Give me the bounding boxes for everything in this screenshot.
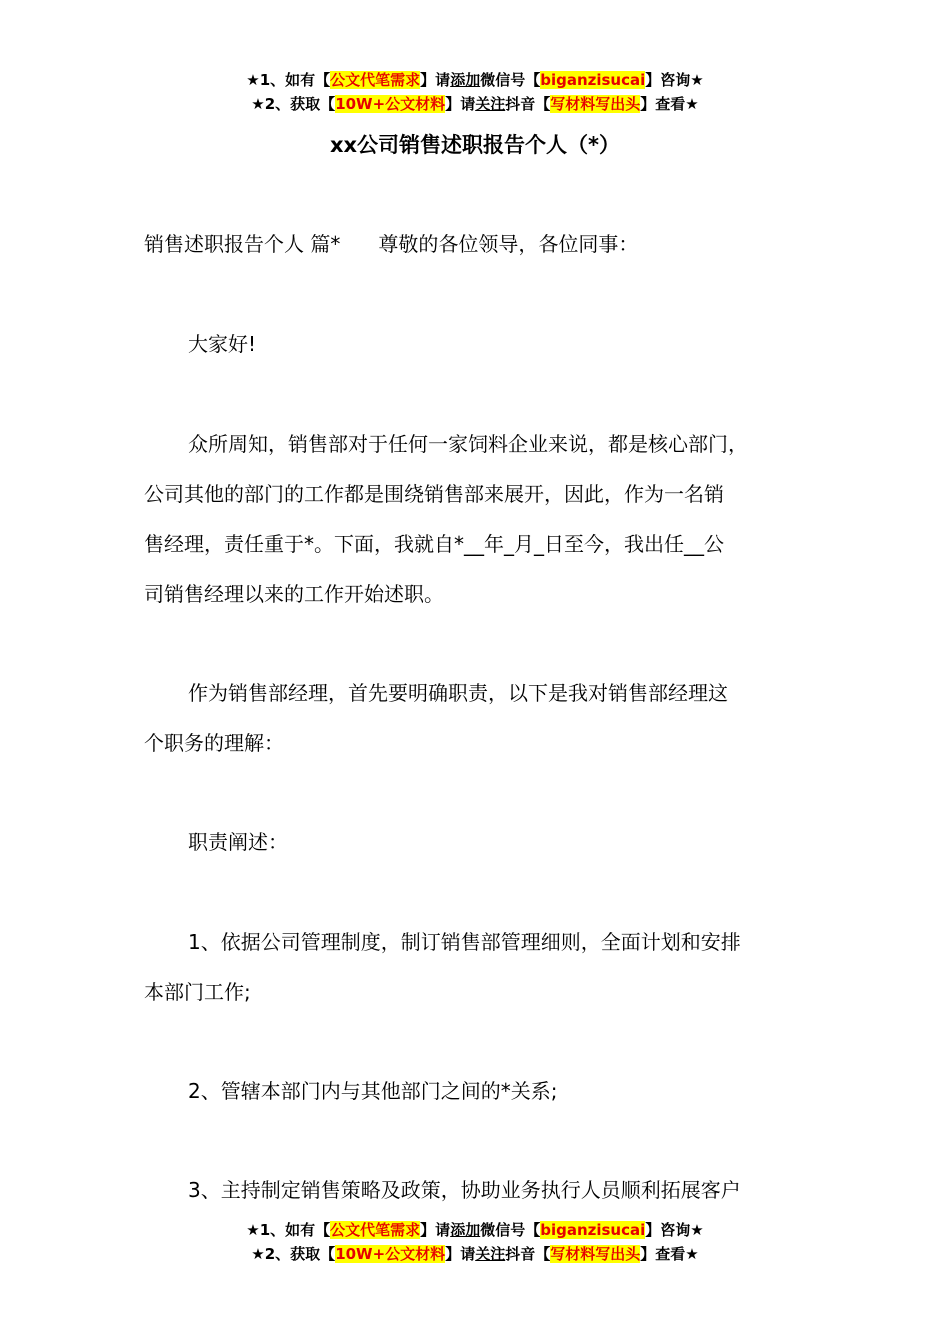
promo-line-1 [0, 1218, 950, 1242]
promo-text: ★2、获取【 [251, 95, 336, 113]
promo-underline: 关注 [475, 1245, 506, 1263]
promo-text: 微信号【 [480, 71, 541, 89]
promo-text: 】查看★ [640, 95, 699, 113]
promo-line-1 [0, 68, 950, 92]
promo-douyin-id: 写材料写出头 [550, 1245, 641, 1263]
promo-text: 微信号【 [480, 1221, 541, 1239]
promo-text: 】请 [445, 95, 476, 113]
promo-wechat-id: biganzisucai [540, 1221, 646, 1239]
promo-highlight: 公文代笔需求 [330, 1221, 421, 1239]
paragraph-greeting-line [144, 219, 844, 269]
promo-underline: 添加 [450, 1221, 481, 1239]
duty-item-2: 2、管辖本部门内与其他部门之间的*关系; [188, 1079, 558, 1103]
promo-line-2 [0, 92, 950, 116]
promo-text: 】请 [420, 71, 451, 89]
duty-item-1: 1、依据公司管理制度，制订销售部管理细则，全面计划和安排 本部门工作; [144, 930, 741, 1004]
promo-text: 】查看★ [640, 1245, 699, 1263]
promo-underline: 添加 [450, 71, 481, 89]
promo-highlight: 公文代笔需求 [330, 71, 421, 89]
promo-text: 】咨询★ [645, 1221, 704, 1239]
paragraph-hello: 大家好! [188, 332, 257, 356]
promo-text: ★1、如有【 [246, 1221, 331, 1239]
promo-highlight: 10W+公文材料 [335, 95, 446, 113]
promo-douyin-id: 写材料写出头 [550, 95, 641, 113]
paragraph-role: 作为销售部经理，首先要明确职责，以下是我对销售部经理这 个职务的理解： [144, 681, 728, 755]
promo-banner-bottom [0, 1218, 950, 1266]
promo-text: ★1、如有【 [246, 71, 331, 89]
promo-underline: 关注 [475, 95, 506, 113]
promo-line-2 [0, 1242, 950, 1266]
promo-highlight: 10W+公文材料 [335, 1245, 446, 1263]
paragraph-duties-heading: 职责阐述： [188, 830, 288, 854]
promo-text: ★2、获取【 [251, 1245, 336, 1263]
promo-text: 抖音【 [505, 1245, 551, 1263]
document-title: xx公司销售述职报告个人（*） [329, 133, 621, 157]
duty-item-3: 3、主持制定销售策略及政策，协助业务执行人员顺利拓展客户 [188, 1178, 741, 1202]
promo-text: 】咨询★ [645, 71, 704, 89]
promo-text: 】请 [420, 1221, 451, 1239]
paragraph-intro: 众所周知，销售部对于任何一家饲料企业来说，都是核心部门， 公司其他的部门的工作都是围绕销售部来展开，因此，作为一名销 售经理，责任重于*。下面，我就自*__年_月_日至今，我出任__公 司销售经理以来的工作开始述职。 [144, 432, 748, 606]
promo-wechat-id: biganzisucai [540, 71, 646, 89]
promo-text: 】请 [445, 1245, 476, 1263]
section-heading: 销售述职报告个人 篇* [144, 232, 341, 256]
promo-banner-top [0, 68, 950, 116]
promo-text: 抖音【 [505, 95, 551, 113]
salutation: 尊敬的各位领导，各位同事： [378, 232, 639, 256]
